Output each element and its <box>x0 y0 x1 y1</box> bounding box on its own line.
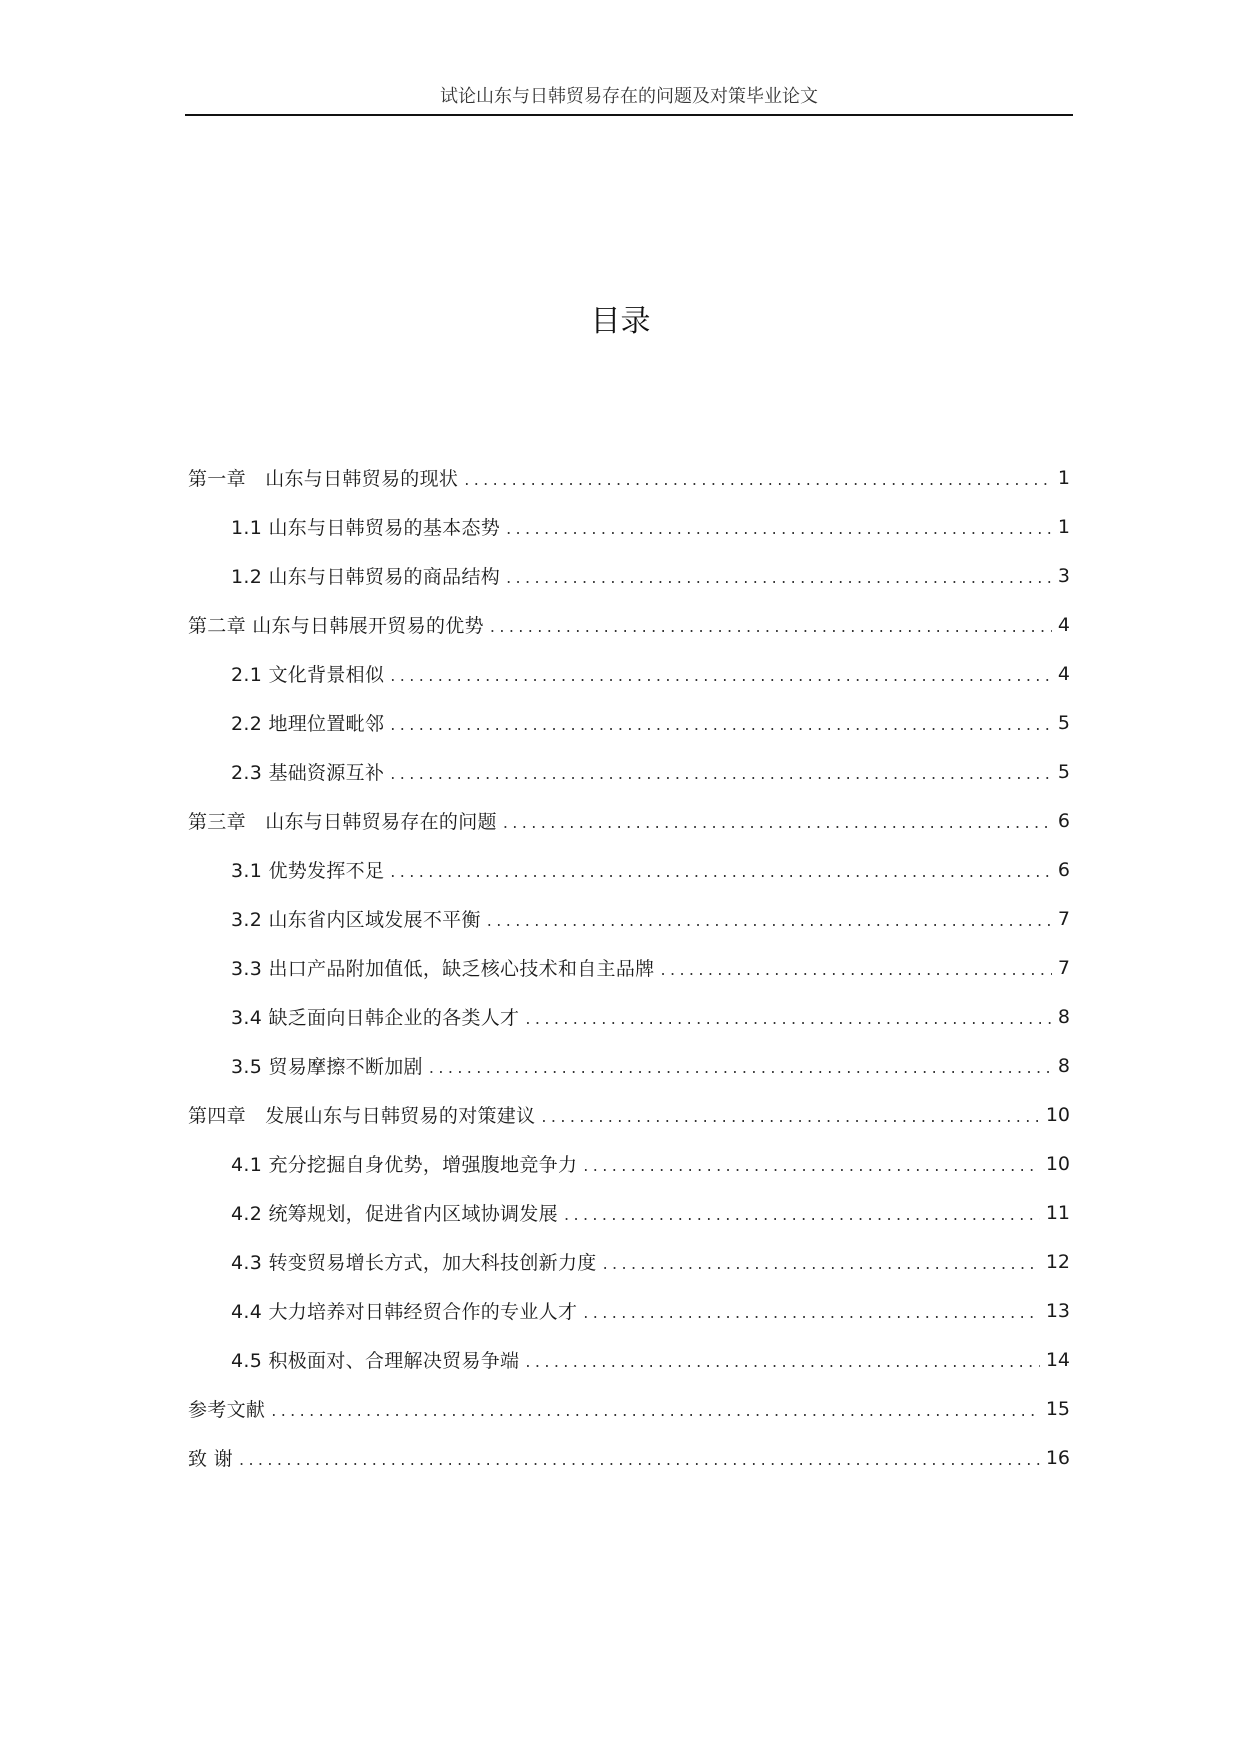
toc-entry-text: 3.3 出口产品附加值低，缺乏核心技术和自主品牌 <box>231 958 655 980</box>
toc-leader-dots <box>390 715 1052 734</box>
toc-page-number: 7 <box>1057 907 1070 930</box>
toc-page-number: 8 <box>1057 1054 1070 1077</box>
toc-section-entry[interactable] <box>188 992 1070 1041</box>
toc-leader-dots <box>525 1009 1052 1028</box>
toc-entry-text: 4.1 充分挖掘自身优势，增强腹地竞争力 <box>231 1154 578 1176</box>
toc-leader-dots <box>390 862 1052 881</box>
toc-page-number: 6 <box>1057 858 1070 881</box>
toc-section-entry[interactable] <box>188 943 1070 992</box>
toc-section-entry[interactable] <box>188 894 1070 943</box>
toc-chapter-entry[interactable] <box>188 1384 1070 1433</box>
toc-leader-dots <box>487 911 1052 930</box>
toc-page-number: 5 <box>1057 711 1070 734</box>
toc-page-number: 13 <box>1045 1299 1070 1322</box>
toc-section-entry[interactable] <box>188 1139 1070 1188</box>
toc-entry-text: 致 谢 <box>188 1448 233 1470</box>
toc-page-number: 6 <box>1057 809 1070 832</box>
toc-page-number: 1 <box>1057 515 1070 538</box>
toc-entry-text: 3.4 缺乏面向日韩企业的各类人才 <box>231 1007 520 1029</box>
toc-section-entry[interactable] <box>188 845 1070 894</box>
toc-section-entry[interactable] <box>188 1041 1070 1090</box>
toc-chapter-entry[interactable] <box>188 796 1070 845</box>
toc-section-entry[interactable] <box>188 1237 1070 1286</box>
toc-entry-text: 3.2 山东省内区域发展不平衡 <box>231 909 481 931</box>
toc-page-number: 1 <box>1057 466 1070 489</box>
toc-leader-dots <box>525 1352 1039 1371</box>
toc-page-number: 11 <box>1045 1201 1070 1224</box>
toc-page-number: 4 <box>1057 662 1070 685</box>
toc-entry-text: 4.4 大力培养对日韩经贸合作的专业人才 <box>231 1301 578 1323</box>
page-header <box>185 84 1073 116</box>
toc-entry-text: 第二章 山东与日韩展开贸易的优势 <box>188 615 484 637</box>
toc-entry-text: 2.2 地理位置毗邻 <box>231 713 385 735</box>
toc-page-number: 14 <box>1045 1348 1070 1371</box>
toc-chapter-entry[interactable] <box>188 1090 1070 1139</box>
toc-leader-dots <box>239 1450 1040 1469</box>
toc-leader-dots <box>490 617 1052 636</box>
toc-leader-dots <box>660 960 1051 979</box>
toc-page-number: 15 <box>1045 1397 1070 1420</box>
toc-entry-text: 2.1 文化背景相似 <box>231 664 385 686</box>
toc-chapter-entry[interactable] <box>188 1433 1070 1482</box>
toc-entry-text: 1.1 山东与日韩贸易的基本态势 <box>231 517 501 539</box>
toc-entry-text: 3.5 贸易摩擦不断加剧 <box>231 1056 423 1078</box>
toc-entry-text: 4.3 转变贸易增长方式，加大科技创新力度 <box>231 1252 597 1274</box>
toc-page-number: 8 <box>1057 1005 1070 1028</box>
toc-leader-dots <box>390 764 1052 783</box>
toc-leader-dots <box>583 1303 1040 1322</box>
toc-section-entry[interactable] <box>188 1188 1070 1237</box>
toc-leader-dots <box>506 568 1052 587</box>
toc-page-number: 10 <box>1045 1152 1070 1175</box>
toc-page-number: 3 <box>1057 564 1070 587</box>
toc-page-number: 12 <box>1045 1250 1070 1273</box>
toc-leader-dots <box>271 1401 1040 1420</box>
toc-section-entry[interactable] <box>188 1335 1070 1384</box>
toc-section-entry[interactable] <box>188 747 1070 796</box>
toc-section-entry[interactable] <box>188 1286 1070 1335</box>
toc-entry-text: 2.3 基础资源互补 <box>231 762 385 784</box>
toc-leader-dots <box>503 813 1052 832</box>
toc-entry-text: 参考文献 <box>188 1399 266 1421</box>
toc-page-number: 5 <box>1057 760 1070 783</box>
toc-leader-dots <box>429 1058 1052 1077</box>
toc-leader-dots <box>390 666 1052 685</box>
toc-entry-text: 3.1 优势发挥不足 <box>231 860 385 882</box>
toc-page-number: 16 <box>1045 1446 1070 1469</box>
toc-section-entry[interactable] <box>188 551 1070 600</box>
toc-page-number: 4 <box>1057 613 1070 636</box>
toc-page-number: 7 <box>1057 956 1070 979</box>
toc-section-entry[interactable] <box>188 698 1070 747</box>
toc-chapter-entry[interactable] <box>188 600 1070 649</box>
toc-leader-dots <box>541 1107 1039 1126</box>
table-of-contents <box>188 453 1070 1482</box>
toc-chapter-entry[interactable] <box>188 453 1070 502</box>
toc-leader-dots <box>564 1205 1040 1224</box>
toc-entry-text: 4.2 统筹规划，促进省内区域协调发展 <box>231 1203 558 1225</box>
toc-entry-text: 第一章 山东与日韩贸易的现状 <box>188 468 459 490</box>
toc-section-entry[interactable] <box>188 649 1070 698</box>
toc-title: 目录 <box>590 304 651 339</box>
toc-entry-text: 4.5 积极面对、合理解决贸易争端 <box>231 1350 520 1372</box>
toc-page-number: 10 <box>1045 1103 1070 1126</box>
toc-section-entry[interactable] <box>188 502 1070 551</box>
toc-leader-dots <box>506 519 1052 538</box>
toc-entry-text: 1.2 山东与日韩贸易的商品结构 <box>231 566 501 588</box>
header-title: 试论山东与日韩贸易存在的问题及对策毕业论文 <box>440 86 818 107</box>
toc-leader-dots <box>583 1156 1040 1175</box>
toc-leader-dots <box>603 1254 1040 1273</box>
toc-entry-text: 第四章 发展山东与日韩贸易的对策建议 <box>188 1105 536 1127</box>
toc-leader-dots <box>464 470 1052 489</box>
toc-entry-text: 第三章 山东与日韩贸易存在的问题 <box>188 811 497 833</box>
